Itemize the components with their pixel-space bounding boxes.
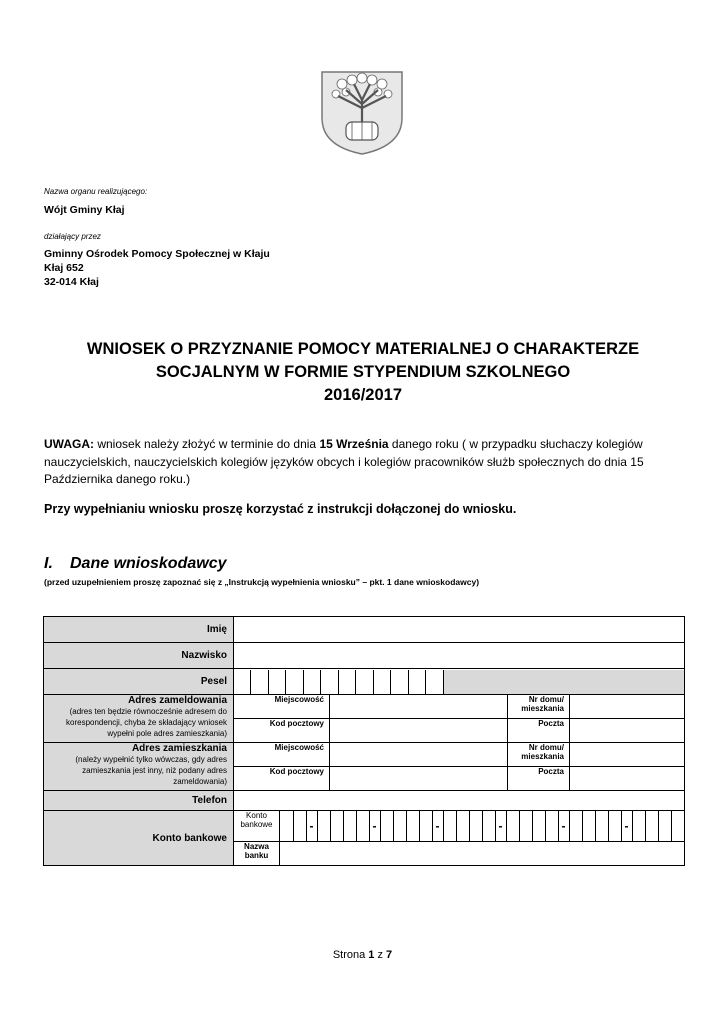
- account-digit-box[interactable]: [545, 811, 558, 841]
- account-digit-box[interactable]: [419, 811, 432, 841]
- pesel-digit-box[interactable]: [391, 670, 409, 694]
- acting-label: działający przez: [44, 232, 101, 241]
- pesel-pad: [234, 670, 251, 694]
- pesel-digit-box[interactable]: [338, 670, 356, 694]
- miejscowosc-input[interactable]: [330, 695, 508, 719]
- pesel-digit-box[interactable]: [268, 670, 286, 694]
- account-digit-box[interactable]: [469, 811, 482, 841]
- account-digit-box[interactable]: [569, 811, 582, 841]
- poczta-label: Poczta: [508, 719, 570, 743]
- title-line-1: WNIOSEK O PRZYZNANIE POMOCY MATERIALNEJ O CHARAKTERZE: [86, 340, 640, 358]
- account-separator: -: [558, 811, 569, 841]
- nazwa-banku-input[interactable]: [280, 842, 685, 866]
- section-note: (przed uzupełnieniem proszę zapoznać się z „Instrukcją wypełnienia wniosku” – pkt. 1 dane wnioskodawcy): [44, 577, 480, 587]
- telefon-input[interactable]: [234, 791, 685, 811]
- account-separator: -: [621, 811, 632, 841]
- account-number-field[interactable]: [280, 811, 685, 842]
- uwaga-label: UWAGA:: [44, 437, 94, 451]
- adres-zameldowania-title: Adres zameldowania: [128, 695, 227, 706]
- pesel-filler: [444, 670, 685, 694]
- pesel-digit-box[interactable]: [373, 670, 391, 694]
- account-digit-box[interactable]: [645, 811, 658, 841]
- applicant-form: [43, 616, 685, 866]
- pesel-label: Pesel: [44, 669, 234, 695]
- imie-input[interactable]: [234, 617, 685, 643]
- account-digit-box[interactable]: [506, 811, 519, 841]
- notice-deadline: 15 Września: [319, 437, 389, 451]
- account-digit-box[interactable]: [632, 811, 645, 841]
- account-digit-box[interactable]: [595, 811, 608, 841]
- miejscowosc-label: Miejscowość: [234, 695, 330, 719]
- nazwisko-input[interactable]: [234, 643, 685, 669]
- kod-pocztowy-label: Kod pocztowy: [234, 719, 330, 743]
- kod-pocztowy-input[interactable]: [330, 719, 508, 743]
- adres-zameldowania-label: [44, 695, 234, 743]
- pesel-digit-box[interactable]: [408, 670, 426, 694]
- adres-zamieszkania-title: Adres zamieszkania: [131, 743, 227, 754]
- nr-domu-input[interactable]: [570, 695, 685, 719]
- kod-pocztowy-label: Kod pocztowy: [234, 767, 330, 791]
- office-address: Kłaj 652: [44, 262, 84, 274]
- section-heading: [44, 555, 227, 573]
- nr-domu-input[interactable]: [570, 743, 685, 767]
- nazwa-banku-label: Nazwa banku: [234, 842, 280, 866]
- account-digit-box[interactable]: [343, 811, 356, 841]
- telefon-label: Telefon: [44, 791, 234, 811]
- nazwisko-label: Nazwisko: [44, 643, 234, 669]
- account-digit-box[interactable]: [519, 811, 532, 841]
- section-title: Dane wnioskodawcy: [70, 555, 227, 572]
- pesel-digit-box[interactable]: [286, 670, 304, 694]
- nr-domu-label: Nr domu/ mieszkania: [508, 743, 570, 767]
- account-separator: -: [495, 811, 506, 841]
- pesel-digit-box[interactable]: [426, 670, 444, 694]
- account-digit-box[interactable]: [482, 811, 495, 841]
- miejscowosc-input[interactable]: [330, 743, 508, 767]
- page-footer: [0, 949, 725, 961]
- account-digit-box[interactable]: [443, 811, 456, 841]
- office-postcode: 32-014 Kłaj: [44, 276, 99, 288]
- organ-label: Nazwa organu realizującego:: [44, 187, 148, 196]
- pesel-digit-box[interactable]: [321, 670, 339, 694]
- account-separator: -: [306, 811, 317, 841]
- document-title: [60, 338, 666, 407]
- account-digit-box[interactable]: [658, 811, 671, 841]
- notice-paragraph: [44, 436, 684, 489]
- title-line-3: 2016/2017: [324, 386, 402, 404]
- pesel-field[interactable]: [234, 669, 685, 695]
- office-name: Gminny Ośrodek Pomocy Społecznej w Kłaju: [44, 248, 270, 260]
- miejscowosc-label: Miejscowość: [234, 743, 330, 767]
- poczta-input[interactable]: [570, 767, 685, 791]
- organ-name: Wójt Gminy Kłaj: [44, 204, 125, 216]
- footer-prefix: Strona: [332, 949, 369, 961]
- coat-of-arms-icon: [320, 70, 404, 156]
- adres-zamieszkania-note: (należy wypełnić tylko wówczas, gdy adres zamieszkania jest inny, niż podany adres zameldowania): [75, 755, 227, 786]
- pesel-digit-box[interactable]: [251, 670, 269, 694]
- account-digit-box[interactable]: [280, 811, 293, 841]
- notice-text-a: wniosek należy złożyć w terminie do dnia: [94, 437, 320, 451]
- pesel-grid: [234, 670, 684, 694]
- account-digit-box[interactable]: [356, 811, 369, 841]
- account-digit-box[interactable]: [532, 811, 545, 841]
- title-line-2: SOCJALNYM W FORMIE STYPENDIUM SZKOLNEGO: [155, 363, 571, 381]
- notice-text-b: danego roku ( w przypadku słuchaczy kolegiów nauczycielskich, nauczycielskich kolegiów języków obcych i kolegiów pracowników służb społecznych do dnia 15 Października danego roku.): [44, 437, 644, 486]
- footer-total: 7: [386, 949, 393, 961]
- account-digit-box[interactable]: [317, 811, 330, 841]
- account-separator: -: [432, 811, 443, 841]
- imie-label: Imię: [44, 617, 234, 643]
- instruction-note: Przy wypełnianiu wniosku proszę korzystać z instrukcji dołączonej do wniosku.: [44, 502, 517, 516]
- konto-bankowe-label: Konto bankowe: [44, 811, 234, 866]
- section-number: I.: [44, 555, 53, 572]
- nr-domu-label: Nr domu/ mieszkania: [508, 695, 570, 719]
- poczta-label: Poczta: [508, 767, 570, 791]
- account-digit-box[interactable]: [456, 811, 469, 841]
- pesel-digit-box[interactable]: [356, 670, 374, 694]
- account-digit-box[interactable]: [393, 811, 406, 841]
- poczta-input[interactable]: [570, 719, 685, 743]
- adres-zameldowania-note: (adres ten będzie równocześnie adresem do korespondencji, chyba że składający wniosek wypełni pole adres zamieszkania): [66, 707, 227, 738]
- account-digit-box[interactable]: [380, 811, 393, 841]
- pesel-digit-box[interactable]: [303, 670, 321, 694]
- footer-mid: z: [374, 949, 387, 961]
- account-digit-box[interactable]: [671, 811, 684, 841]
- footer-page: 1: [368, 949, 375, 961]
- account-digit-box[interactable]: [608, 811, 621, 841]
- account-digit-box[interactable]: [293, 811, 306, 841]
- account-grid: [280, 811, 684, 841]
- kod-pocztowy-input[interactable]: [330, 767, 508, 791]
- account-digit-box[interactable]: [406, 811, 419, 841]
- account-separator: -: [369, 811, 380, 841]
- adres-zamieszkania-label: [44, 743, 234, 791]
- account-digit-box[interactable]: [582, 811, 595, 841]
- account-digit-box[interactable]: [330, 811, 343, 841]
- konto-sub-label: Konto bankowe: [234, 811, 280, 842]
